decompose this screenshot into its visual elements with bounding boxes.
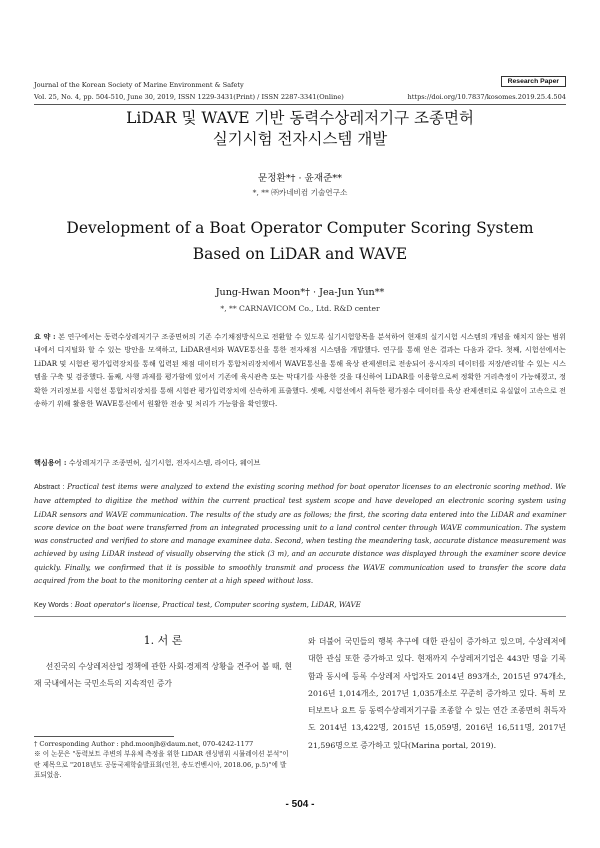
korean-abstract-text: 본 연구에서는 동력수상레저기구 조종면허의 기존 수기채점방식으로 전환할 수 있도록 실기시험항목을 분석하여 현재의 실기시험 시스템의 개념을 해치지 않는 범위 내에서 디지털화 할 수 있는 방안을 모색하고, LiDAR센서와 WAVE통신을 통한 전자채점 시스템을 개발했다. 연구를 통해 얻은 결과는 다음과 같다. 첫째, 시험선에서는 LiDAR 및 시험관 평가입력장치를 통해 입력된 채점 데이터가 통합처리장치에서 WAVE통신을 통해 육상 관제센터로 전송되어 응시자의 데이터를 저장/관리할 수 있는 시스템을 구축 및 검증했다. 둘째, 사행 과제를 평가함에 있어서 기존에 육시관측 또는 막대기를 사용한 것을 대신하여 LiDAR를 이용함으로써 정확한 거리측정이 가능해졌고, 정확한 거리정보를 시험선 통합처리장치를 통해 시험관 평가입력장치에 신속하게 표출했다. 셋째, 시험선에서 취득한 평가점수 데이터를 육상 관제센터로 유실없이 고속으로 전송하기 위해 활용한 WAVE통신에서 원활한 전송 및 처리가 가능함을 확인했다.: [34, 332, 566, 409]
footnote: [34, 739, 292, 781]
intro-left-column: 선진국의 수상레저산업 정책에 관한 사회·경제적 상황을 견주어 볼 때, 현재 국내에서는 국민소득의 지속적인 증가: [34, 662, 292, 689]
english-authors: Jung-Hwan Moon*† · Jea-Jun Yun**: [215, 287, 385, 298]
intro-right-column: 와 더불어 국민들의 행복 추구에 대한 관심이 증가하고 있으며, 수상레저에 대한 관심 또한 증가하고 있다. 현재까지 수상레저기업은 443만 명을 기록함과 동시에 등록 수상레저 사업자도 2014년 893개소, 2015년 974개소, 2016년 1,014개소, 2017년 1,035개소로 꾸준히 증가하고 있다. 특히 모터보트나 요트 등 동력수상레저기구를 조종할 수 있는 연간 조종면허 취득자도 2014년 13,422명, 2015년 15,059명, 2016년 16,511명, 2017년 21,596명으로 증가하고 있다(Marina portal, 2019).: [308, 637, 566, 750]
english-title-line1: Development of a Boat Operator Computer Scoring System: [66, 219, 534, 237]
korean-title-line2: 실기시험 전자시스템 개발: [212, 130, 388, 148]
presentation-note: ※ 이 논문은 "동력보트 주변의 부유체 측정을 위한 LiDAR 센싱범위 시뮬레이션 분석"이란 제목으로 "2018년도 공동국제학술발표회(인천, 송도컨벤시아, 2018.06, p.5)"에 발표되었음.: [34, 750, 289, 780]
korean-affiliation: *, ** ㈜카네비컴 기술연구소: [252, 188, 348, 197]
english-abstract: [34, 480, 566, 587]
english-title: [34, 215, 566, 267]
english-keywords-text: Boat operator's license, Practical test, Computer scoring system, LiDAR, WAVE: [74, 600, 361, 609]
corresponding-author: † Corresponding Author : phd.moonjh@daum.net, 070-4242-1177: [34, 740, 254, 748]
english-abstract-label: Abstract :: [34, 483, 65, 491]
footnote-rule: [34, 736, 174, 737]
korean-keywords-label: 핵심용어 :: [34, 458, 67, 467]
english-keywords: [34, 598, 566, 612]
doi-link[interactable]: https://doi.org/10.7837/kosomes.2019.25.4.504: [407, 93, 566, 101]
korean-keywords: [34, 456, 566, 469]
korean-authors: 문정환*† · 윤재준**: [258, 173, 342, 184]
header-rule: [34, 104, 566, 105]
english-keywords-label: Key Words :: [34, 601, 73, 609]
korean-abstract-label: 요 약 :: [34, 332, 56, 341]
korean-abstract: [34, 330, 566, 410]
section-divider: [34, 616, 566, 617]
english-abstract-text: Practical test items were analyzed to extend the existing scoring method for boat operator licenses to an electronic scoring method. We have attempted to digitize the method within the current practical test system scope and have developed an electronic scoring system using LiDAR sensors and WAVE communication. The results of the study are as follows; the first, the scoring data entered into the LiDAR and examiner score device on the boat were transferred from an integrated processing unit to a land control center through WAVE communication. The system was constructed and verified to store and manage examinee data. Second, when testing the meandering task, accurate distance measurement was achieved by using LiDAR instead of visually observing the stick (3 m), and an accurate distance was displayed through the examiner score device quickly. Finally, we confirmed that it is possible to smoothly transmit and process the WAVE communication used to transfer the score data acquired from the boat to the monitoring center at a high speed without loss.: [34, 482, 566, 586]
journal-volume-info: Vol. 25, No. 4, pp. 504-510, June 30, 2019, ISSN 1229-3431(Print) / ISSN 2287-3341(Online): [34, 93, 344, 101]
korean-keywords-text: 수상레저기구 조종면허, 실기시험, 전자시스템, 라이다, 웨이브: [68, 458, 261, 467]
english-affiliation: *, ** CARNAVICOM Co., Ltd. R&D center: [220, 304, 380, 313]
english-title-line2: Based on LiDAR and WAVE: [192, 245, 408, 263]
korean-title-line1: LiDAR 및 WAVE 기반 동력수상레저기구 조종면허: [126, 109, 474, 127]
journal-name: Journal of the Korean Society of Marine Environment & Safety: [34, 81, 244, 89]
page-number: - 504 -: [285, 799, 315, 810]
korean-title: [34, 108, 566, 150]
section-heading: 1. 서 론: [143, 634, 183, 647]
paper-type-badge: Research Paper: [501, 76, 566, 87]
